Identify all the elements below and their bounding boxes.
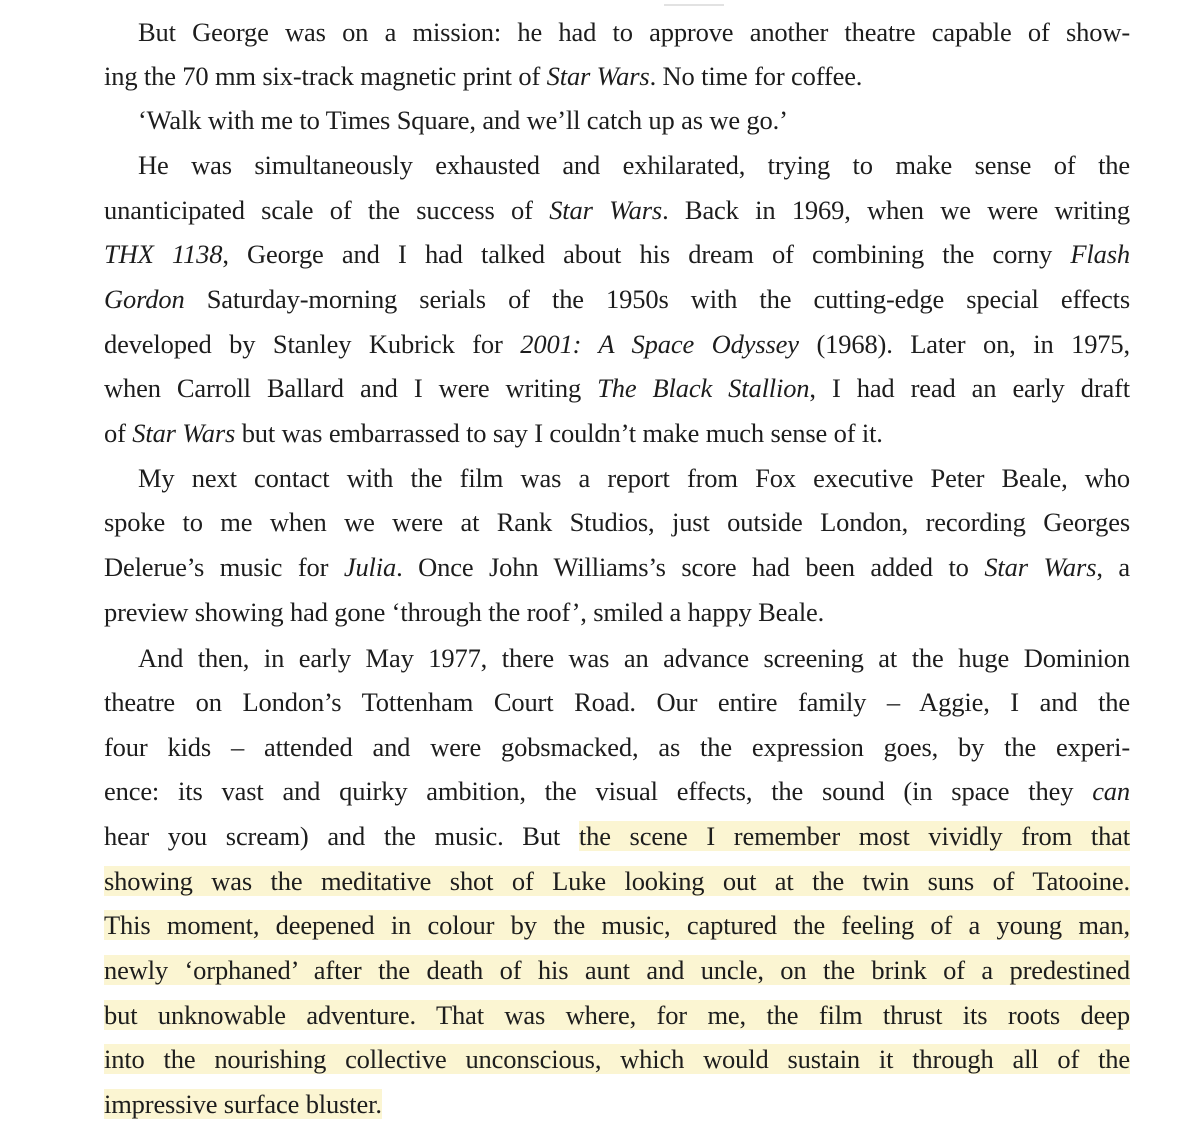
highlighted-text-line: [104, 903, 1130, 947]
previous-line-fragment: [664, 0, 724, 6]
text-line: theatre on London’s Tottenham Court Road. Our entire family – Aggie, I and the: [104, 687, 1130, 717]
text-line: developed by Stanley Kubrick for 2001: A Space Odyssey (1968). Later on, in 1975,: [104, 329, 1130, 359]
text-line: But George was on a mission: he had to approve another theatre capable of show-: [138, 17, 1130, 47]
highlight-span: This moment, deepened in colour by the music, captured the feeling of a young man,: [104, 910, 1130, 940]
highlighted-text-line: [104, 993, 1130, 1037]
highlight-span: impressive surface bluster.: [104, 1089, 382, 1119]
text-line: unanticipated scale of the success of Star Wars. Back in 1969, when we were writing: [104, 195, 1131, 225]
text-line: And then, in early May 1977, there was an advance screening at the huge Dominion: [138, 643, 1130, 673]
text-line: My next contact with the film was a report from Fox executive Peter Beale, who: [138, 463, 1130, 493]
text-line: when Carroll Ballard and I were writing The Black Stallion, I had read an early draft: [104, 373, 1131, 403]
highlight-span: the scene I remember most vividly from that: [578, 821, 1130, 851]
text-line: THX 1138, George and I had talked about his dream of combining the corny Flash: [104, 239, 1130, 269]
highlighted-text-line: [104, 859, 1130, 903]
text-line: Delerue’s music for Julia. Once John Williams’s score had been added to Star Wars, a: [104, 552, 1130, 582]
text-line: preview showing had gone ‘through the roof’, smiled a happy Beale.: [104, 597, 825, 627]
text-line: Gordon Saturday-morning serials of the 1950s with the cutting-edge special effects: [104, 284, 1130, 314]
highlight-span: newly ‘orphaned’ after the death of his aunt and uncle, on the brink of a predestined: [104, 955, 1130, 985]
highlighted-text-line: [104, 1082, 1130, 1126]
highlight-span: showing was the meditative shot of Luke looking out at the twin suns of Tatooine.: [104, 866, 1130, 896]
text-line: four kids – attended and were gobsmacked, as the expression goes, by the experi-: [104, 732, 1130, 762]
text-line: He was simultaneously exhausted and exhilarated, trying to make sense of the: [138, 150, 1130, 180]
text-line: spoke to me when we were at Rank Studios, just outside London, recording Georges: [104, 507, 1130, 537]
highlight-span: into the nourishing collective unconscious, which would sustain it through all of the: [104, 1044, 1130, 1074]
text-line: ‘Walk with me to Times Square, and we’ll catch up as we go.’: [138, 105, 788, 135]
highlighted-text-line: [104, 948, 1130, 992]
text-line-partially-highlighted: hear you scream) and the music. But the scene I remember most vividly from that: [104, 821, 1130, 851]
text-line: ing the 70 mm six-track magnetic print of Star Wars. No time for coffee.: [104, 61, 863, 91]
highlight-span: but unknowable adventure. That was where, for me, the film thrust its roots deep: [104, 1000, 1130, 1030]
highlighted-text-line: [104, 1037, 1130, 1081]
text-line: ence: its vast and quirky ambition, the visual effects, the sound (in space they can: [104, 776, 1130, 806]
text-line: of Star Wars but was embarrassed to say I couldn’t make much sense of it.: [104, 418, 883, 448]
